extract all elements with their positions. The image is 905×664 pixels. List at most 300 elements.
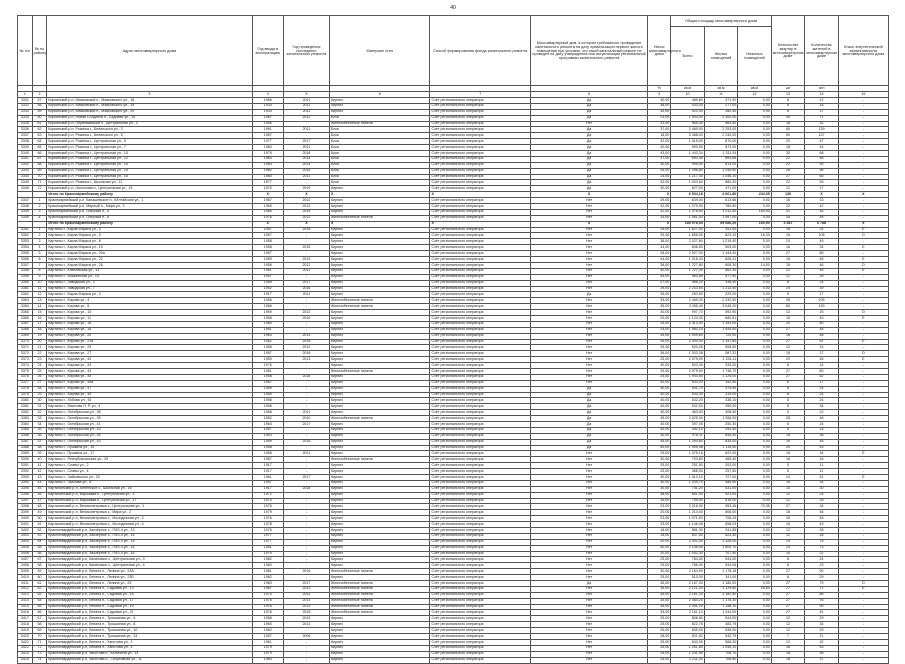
wear-cell: 40,00 [648, 421, 671, 427]
nonliving-area-cell: 0,00 [738, 103, 772, 109]
col-number: 13 [771, 92, 805, 98]
privatization-flag-cell: Нет [530, 239, 647, 245]
wear-cell: 40,00 [648, 398, 671, 404]
repair-year-cell: 2011 [283, 127, 329, 133]
wall-material-cell: Блок [329, 156, 430, 162]
privatization-flag-cell: Нет [530, 368, 647, 374]
wall-material-cell: Кирпич [329, 410, 430, 416]
year-built-cell: 1961 [252, 368, 283, 374]
living-area-cell: 523,30 [704, 533, 738, 539]
living-area-cell: 1 045,10 [704, 645, 738, 651]
year-built-cell: 1966 [252, 98, 283, 104]
total-area-cell: 1 003,38 [671, 351, 705, 357]
fund-method-cell: Счёт регионального оператора [430, 610, 531, 616]
wall-material-cell: X [329, 192, 430, 198]
repair-year-cell: 2011 [283, 268, 329, 274]
address-cell: Карталы г., Октябрьская ул., 45 [47, 433, 252, 439]
total-area-cell: 1 217,30 [671, 174, 705, 180]
col-number: 9 [648, 92, 671, 98]
privatization-flag-cell: Да [530, 174, 647, 180]
repair-year-cell: - [283, 651, 329, 657]
year-built-cell: 1958 [252, 345, 283, 351]
address-cell: Карталы г., Вокзальная ул., 15 [47, 274, 252, 280]
privatization-flag-cell: Нет [530, 298, 647, 304]
repair-year-cell: 2016 [283, 286, 329, 292]
row-number-cell: 3421 [18, 639, 33, 645]
row-number-cell: 3379 [18, 392, 33, 398]
fund-method-cell: X [430, 192, 531, 198]
living-area-cell: 509,00 [704, 245, 738, 251]
col-number: 5 [283, 92, 329, 98]
col-header: Жилых помещений [704, 27, 738, 86]
apartments-cell: 8 [771, 421, 805, 427]
energy-class-cell: - [838, 545, 888, 551]
privatization-flag-cell: Нет [530, 345, 647, 351]
living-area-cell: 862,30 [704, 268, 738, 274]
wear-cell: 27,00 [648, 280, 671, 286]
row-number-cell: 3371 [18, 345, 33, 351]
wall-material-cell: Железобетонные панели [329, 592, 430, 598]
wall-material-cell: Кирпич [329, 310, 430, 316]
repair-year-cell: - [283, 639, 329, 645]
wall-material-cell: Кирпич [329, 274, 430, 280]
total-area-cell: 1 251,80 [671, 645, 705, 651]
row-number-cell: 3373 [18, 357, 33, 363]
fund-method-cell: Счёт регионального оператора [430, 180, 531, 186]
col-header: Год ввода в эксплуатацию [252, 16, 283, 86]
repair-year-cell: 2015 [283, 245, 329, 251]
col-number: 1 [18, 92, 33, 98]
fund-method-cell: Счёт регионального оператора [430, 651, 531, 657]
year-built-cell: 1979 [252, 551, 283, 557]
nonliving-area-cell: 0,00 [738, 604, 772, 610]
residents-cell: 33 [805, 198, 839, 204]
wall-material-cell: Кирпич [329, 239, 430, 245]
privatization-flag-cell: Нет [530, 357, 647, 363]
nonliving-area-cell: 0,00 [738, 245, 772, 251]
row-number-cell: 3334 [18, 115, 33, 121]
wall-material-cell: Кирпич [329, 280, 430, 286]
energy-class-cell: E [838, 227, 888, 233]
energy-class-cell: - [838, 445, 888, 451]
residents-cell: 48 [805, 416, 839, 422]
district-number-cell: 70 [32, 634, 47, 640]
nonliving-area-cell: 0,00 [738, 486, 772, 492]
wall-material-cell: Кирпич [329, 380, 430, 386]
repair-year-cell: - [283, 327, 329, 333]
fund-method-cell: Счёт регионального оператора [430, 227, 531, 233]
apartments-cell: 27 [771, 339, 805, 345]
residents-cell: 27 [805, 186, 839, 192]
wear-cell: 35,00 [648, 604, 671, 610]
wall-material-cell: Кирпич [329, 433, 430, 439]
district-number-cell: 29 [32, 392, 47, 398]
address-cell: Карталы г., Карла Маркса ул., 2 [47, 292, 252, 298]
nonliving-area-cell: 0,00 [738, 551, 772, 557]
nonliving-area-cell: 0,00 [738, 174, 772, 180]
residents-cell: 46 [805, 209, 839, 215]
district-number-cell: 54 [32, 539, 47, 545]
residents-cell: 127 [805, 133, 839, 139]
district-number-cell: 71 [32, 180, 47, 186]
repair-year-cell: 2013 [283, 622, 329, 628]
repair-year-cell: - [283, 504, 329, 510]
energy-class-cell: - [838, 298, 888, 304]
living-area-cell: 1 302,00 [704, 115, 738, 121]
nonliving-area-cell: 0,00 [738, 516, 772, 522]
total-area-cell: 283,60 [671, 292, 705, 298]
row-number-cell: 3382 [18, 410, 33, 416]
living-area-cell: 707,40 [704, 551, 738, 557]
wear-cell: 40,00 [648, 380, 671, 386]
row-number-cell: 3413 [18, 592, 33, 598]
fund-method-cell: Счёт регионального оператора [430, 486, 531, 492]
energy-class-cell: - [838, 304, 888, 310]
row-number-cell: 3350 [18, 215, 33, 221]
district-number-cell: 7 [32, 262, 47, 268]
apartments-cell: 27 [771, 504, 805, 510]
district-number-cell: 16 [32, 315, 47, 321]
wall-material-cell: X [329, 221, 430, 227]
wear-cell: 30,00 [648, 162, 671, 168]
nonliving-area-cell: 0,00 [738, 115, 772, 121]
energy-class-cell: - [838, 651, 888, 657]
wear-cell: 35,00 [648, 581, 671, 587]
address-cell: Карталы г., Чкалова ул., 8 [47, 480, 252, 486]
nonliving-area-cell: 0,00 [738, 327, 772, 333]
row-number-cell: 3356 [18, 257, 33, 263]
year-built-cell: 1934 [252, 109, 283, 115]
nonliving-area-cell: 0,00 [738, 215, 772, 221]
residents-cell: 24 [805, 386, 839, 392]
wear-cell: 30,00 [648, 457, 671, 463]
wall-material-cell: Кирпич [329, 186, 430, 192]
apartments-cell: 18 [771, 510, 805, 516]
wall-material-cell: Кирпич [329, 245, 430, 251]
total-area-cell: 997,70 [671, 310, 705, 316]
row-number-cell: 3416 [18, 610, 33, 616]
fund-method-cell: Счёт регионального оператора [430, 345, 531, 351]
year-built-cell: 1957 [252, 274, 283, 280]
address-cell: Красногвардейский р-н, Ленина п., Ленина ул., 25 [47, 581, 252, 587]
energy-class-cell: - [838, 133, 888, 139]
wall-material-cell: Железобетонные панели [329, 586, 430, 592]
fund-method-cell: Счёт регионального оператора [430, 410, 531, 416]
address-cell: Карталы г., Карла Маркса ул., 5 [47, 233, 252, 239]
district-number-cell: 74 [32, 657, 47, 663]
year-built-cell: 1959 [252, 439, 283, 445]
year-built-cell: 1981 [252, 569, 283, 575]
row-number-cell: 3410 [18, 575, 33, 581]
wear-cell: 34,00 [648, 215, 671, 221]
row-number-cell: 3338 [18, 139, 33, 145]
energy-class-cell: E [838, 245, 888, 251]
row-number-cell: 3357 [18, 262, 33, 268]
nonliving-area-cell: 0,00 [738, 168, 772, 174]
wall-material-cell: Кирпич [329, 292, 430, 298]
repair-year-cell: - [283, 392, 329, 398]
apartments-cell: 20 [771, 321, 805, 327]
year-built-cell: 1982 [252, 168, 283, 174]
row-number-cell: 3354 [18, 245, 33, 251]
fund-method-cell: Счёт регионального оператора [430, 333, 531, 339]
nonliving-area-cell: 0,00 [738, 592, 772, 598]
col-header: Многоквартирный дом, в котором требовалось проведение капитального ремонта на дату приватизации первого жилого помещения при условии, что такой капитальный ремонт не проведен на дату утверждения или актуализации региональной программы капитального ремонта [530, 16, 647, 86]
energy-class-cell: - [838, 539, 888, 545]
energy-class-cell: - [838, 592, 888, 598]
repair-year-cell: - [283, 533, 329, 539]
energy-class-cell: - [838, 345, 888, 351]
energy-class-cell: E [838, 357, 888, 363]
wear-cell: 35,00 [648, 592, 671, 598]
nonliving-area-cell: 0,00 [738, 469, 772, 475]
row-number-cell: 3414 [18, 598, 33, 604]
residents-cell: 24 [805, 421, 839, 427]
row-number-cell: 3348 [18, 204, 33, 210]
fund-method-cell: Счёт регионального оператора [430, 233, 531, 239]
year-built-cell: X [252, 221, 283, 227]
total-area-cell: 1 079,90 [671, 204, 705, 210]
total-area-cell: 1 656,00 [671, 233, 705, 239]
unit-cell: кв.м [671, 86, 705, 92]
wall-material-cell: Кирпич [329, 109, 430, 115]
repair-year-cell: 2012 [283, 310, 329, 316]
apartments-cell: 16 [771, 315, 805, 321]
living-area-cell: 706,70 [704, 651, 738, 657]
wear-cell: 25,00 [648, 463, 671, 469]
wall-material-cell: Кирпич [329, 516, 430, 522]
total-area-cell: 2 233,64 [671, 286, 705, 292]
apartments-cell: 45 [771, 298, 805, 304]
address-cell: Карталы г., Карла Маркса ул., 26 [47, 262, 252, 268]
fund-method-cell: Счёт регионального оператора [430, 392, 531, 398]
apartments-cell: 8 [771, 363, 805, 369]
row-number-cell: 3409 [18, 569, 33, 575]
nonliving-area-cell: 0,00 [738, 268, 772, 274]
apartments-cell: 8 [771, 398, 805, 404]
living-area-cell: 508,50 [704, 345, 738, 351]
total-area-cell: 185 978,33 [671, 221, 705, 227]
address-cell: Карталинский р-н, Варшавка п., Центральная ул., 3 [47, 492, 252, 498]
address-cell: Карталы г., Чайковского ул., 20 [47, 475, 252, 481]
apartments-cell: 3 387 [771, 221, 805, 227]
living-area-cell: 2 240,00 [704, 133, 738, 139]
privatization-flag-cell: Нет [530, 262, 647, 268]
row-number-cell: 3405 [18, 545, 33, 551]
district-number-cell: 72 [32, 186, 47, 192]
apartments-cell: 16 [771, 516, 805, 522]
wear-cell: 24,00 [648, 174, 671, 180]
wall-material-cell: Кирпич [329, 480, 430, 486]
address-cell: Карталы г., Славы ул., 4 [47, 469, 252, 475]
living-area-cell: 1 393,00 [704, 321, 738, 327]
year-built-cell: 1917 [252, 469, 283, 475]
apartments-cell: 8 [771, 392, 805, 398]
wear-cell: 40,00 [648, 475, 671, 481]
district-number-cell: 71 [32, 639, 47, 645]
address-cell: Красноармейский р-н, Озерный п., 5 [47, 209, 252, 215]
energy-class-cell: - [838, 634, 888, 640]
wall-material-cell: Железобетонные панели [329, 298, 430, 304]
col-header: № по району [32, 16, 47, 86]
repair-year-cell: 2015 [283, 610, 329, 616]
energy-class-cell: E [838, 586, 888, 592]
living-area-cell: 516,00 [704, 498, 738, 504]
year-built-cell: 1976 [252, 516, 283, 522]
privatization-flag-cell: Да [530, 404, 647, 410]
district-number-cell: 60 [32, 575, 47, 581]
repair-year-cell: - [283, 445, 329, 451]
privatization-flag-cell: Да [530, 439, 647, 445]
living-area-cell: 471,00 [704, 186, 738, 192]
apartments-cell: 16 [771, 439, 805, 445]
wall-material-cell: Кирпич [329, 333, 430, 339]
living-area-cell: 1 126,00 [704, 374, 738, 380]
wear-cell: 38,00 [648, 262, 671, 268]
energy-class-cell: - [838, 557, 888, 563]
year-built-cell: 1979 [252, 645, 283, 651]
nonliving-area-cell: 0,00 [738, 321, 772, 327]
energy-class-cell: - [838, 98, 888, 104]
energy-class-cell: E [838, 268, 888, 274]
residents-cell: 29 [805, 616, 839, 622]
privatization-flag-cell: Да [530, 133, 647, 139]
row-number-cell: 3415 [18, 604, 33, 610]
residents-cell: 86 [805, 592, 839, 598]
address-cell: Карталы г., Кирова ул., 27 [47, 351, 252, 357]
nonliving-area-cell: 0,00 [738, 374, 772, 380]
district-number-cell: 6 [32, 257, 47, 263]
fund-method-cell: Счёт регионального оператора [430, 569, 531, 575]
wear-cell: 40,00 [648, 145, 671, 151]
energy-class-cell: - [838, 109, 888, 115]
energy-class-cell: - [838, 528, 888, 534]
row-number-cell: 3370 [18, 339, 33, 345]
wall-material-cell: Железобетонные панели [329, 215, 430, 221]
repair-year-cell: 2011 [283, 451, 329, 457]
privatization-flag-cell: Нет [530, 469, 647, 475]
living-area-cell: 2 232,90 [704, 298, 738, 304]
privatization-flag-cell: X [530, 221, 647, 227]
energy-class-cell: - [838, 180, 888, 186]
apartments-cell: 60 [771, 304, 805, 310]
energy-class-cell: E [838, 257, 888, 263]
district-number-cell: 22 [32, 351, 47, 357]
year-built-cell: 1977 [252, 539, 283, 545]
year-built-cell: 1957 [252, 457, 283, 463]
district-number-cell: 58 [32, 103, 47, 109]
address-cell: Карталы г., Заводская ул., 3 [47, 280, 252, 286]
total-area-cell: 1 943,00 [671, 115, 705, 121]
district-number-cell: 26 [32, 374, 47, 380]
total-area-cell: 1 905,48 [671, 445, 705, 451]
energy-class-cell: - [838, 321, 888, 327]
residents-cell: 34 [805, 451, 839, 457]
living-area-cell: 568,30 [704, 639, 738, 645]
repair-year-cell: 2017 [283, 475, 329, 481]
residents-cell: 48 [805, 333, 839, 339]
privatization-flag-cell: Да [530, 151, 647, 157]
wear-cell: 28,00 [648, 251, 671, 257]
privatization-flag-cell: Нет [530, 363, 647, 369]
privatization-flag-cell: Нет [530, 121, 647, 127]
privatization-flag-cell: Да [530, 139, 647, 145]
total-area-cell: 976,11 [671, 433, 705, 439]
energy-class-cell: - [838, 433, 888, 439]
residents-cell: 17 [805, 292, 839, 298]
district-number-cell: 4 [32, 215, 47, 221]
wear-cell: 35,00 [648, 298, 671, 304]
apartments-cell: 6 [771, 469, 805, 475]
apartments-cell: 8 [771, 98, 805, 104]
wear-cell: 45,00 [648, 416, 671, 422]
fund-method-cell: Счёт регионального оператора [430, 427, 531, 433]
district-number-cell: 3 [32, 239, 47, 245]
living-area-cell: 880,20 [704, 180, 738, 186]
col-number: 12 [738, 92, 772, 98]
energy-class-cell: - [838, 498, 888, 504]
row-number-cell: 3333 [18, 109, 33, 115]
nonliving-area-cell: 0,00 [738, 439, 772, 445]
residents-cell: 40 [805, 315, 839, 321]
total-area-cell: 422,00 [671, 109, 705, 115]
residents-cell: 90 [805, 569, 839, 575]
year-built-cell: 1976 [252, 528, 283, 534]
district-number-cell: 27 [32, 380, 47, 386]
row-number-cell: 3358 [18, 268, 33, 274]
residents-cell: 108 [805, 233, 839, 239]
fund-method-cell: Счёт регионального оператора [430, 339, 531, 345]
apartments-cell: 8 [771, 280, 805, 286]
nonliving-area-cell: 0,00 [738, 498, 772, 504]
fund-method-cell: Счёт регионального оператора [430, 480, 531, 486]
district-number-cell: 61 [32, 121, 47, 127]
apartments-cell: 12 [771, 310, 805, 316]
total-area-cell: 2 027,60 [671, 239, 705, 245]
wear-cell: 25,00 [648, 616, 671, 622]
residents-cell: 50 [805, 162, 839, 168]
address-cell: Коркинский р-н, Розинка г., Школьная ул., 13 [47, 180, 252, 186]
year-built-cell: 1983 [252, 581, 283, 587]
fund-method-cell: Счёт регионального оператора [430, 315, 531, 321]
district-number-cell: 25 [32, 368, 47, 374]
living-area-cell: 1 245,60 [704, 168, 738, 174]
apartments-cell: 50 [771, 133, 805, 139]
year-built-cell: 1982 [252, 575, 283, 581]
privatization-flag-cell: Нет [530, 598, 647, 604]
energy-class-cell: - [838, 622, 888, 628]
repair-year-cell: 2013 [283, 257, 329, 263]
row-number-cell: 3349 [18, 209, 33, 215]
privatization-flag-cell: Да [530, 292, 647, 298]
wall-material-cell: Кирпич [329, 492, 430, 498]
nonliving-area-cell: 0,00 [738, 121, 772, 127]
total-area-cell: 1 561,00 [671, 215, 705, 221]
wear-cell: 25,00 [648, 639, 671, 645]
repair-year-cell: 2013 [283, 598, 329, 604]
wear-cell: 25,00 [648, 374, 671, 380]
address-cell: Карталы г., Славы ул., 2 [47, 463, 252, 469]
fund-method-cell: Счёт регионального оператора [430, 286, 531, 292]
energy-class-cell: - [838, 598, 888, 604]
fund-method-cell: Счёт регионального оператора [430, 510, 531, 516]
apartments-cell: 16 [771, 351, 805, 357]
wear-cell: 25,00 [648, 622, 671, 628]
total-area-cell: 837,00 [671, 533, 705, 539]
wear-cell: 40,00 [648, 410, 671, 416]
wall-material-cell: Кирпич [329, 268, 430, 274]
apartments-cell: 30 [771, 115, 805, 121]
